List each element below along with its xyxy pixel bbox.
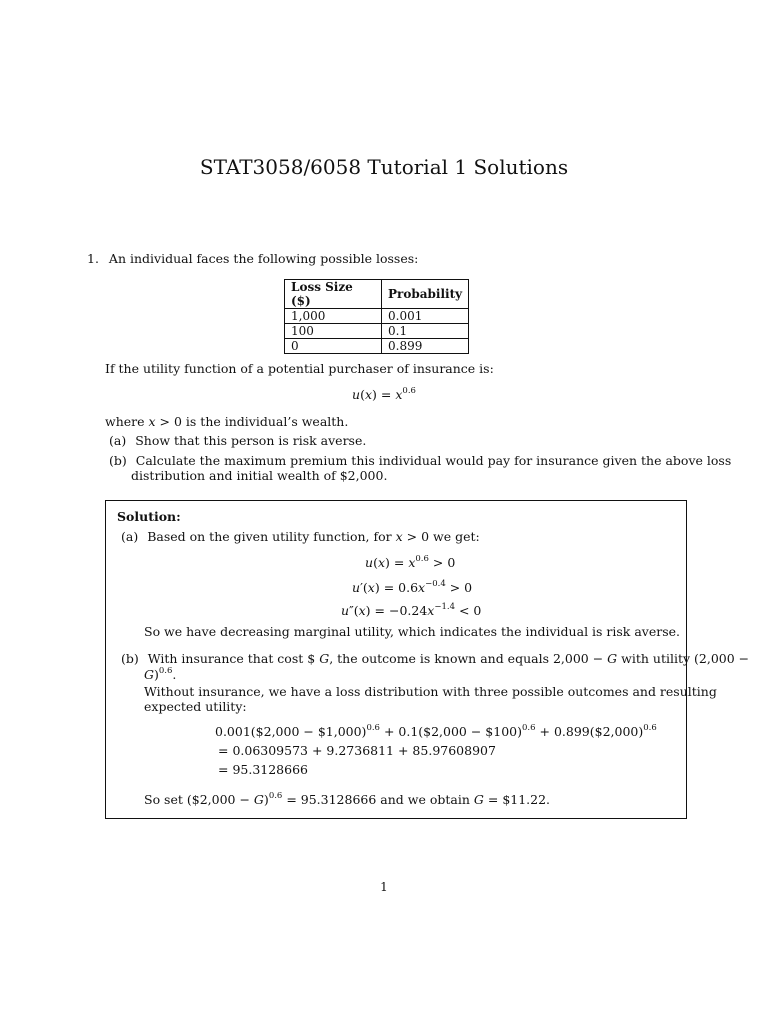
solution-b-line4: expected utility: bbox=[144, 699, 247, 714]
question-number: 1. bbox=[87, 251, 99, 266]
solution-final: So set ($2,000 − G)$^{0.6}$ = 95.3128666 and we obtain G = $11.22. bbox=[144, 791, 551, 807]
loss-size-cell: 100 bbox=[285, 324, 382, 339]
question-intro-text: An individual faces the following possible losses: bbox=[108, 251, 419, 266]
solution-a-conclusion: So we have decreasing marginal utility, which indicates the individual is risk averse. bbox=[144, 624, 681, 639]
part-b-label: (b) bbox=[109, 453, 127, 468]
wealth-note-text: is the individual’s wealth. bbox=[185, 414, 349, 429]
solution-b-text-c: with utility bbox=[621, 651, 691, 666]
loss-size-cell: 0 bbox=[285, 339, 382, 354]
expected-utility-eq-line1: 0.001($2,000 − $1,000)$^{0.6}$ + 0.1($2,000 − $100)$^{0.6}$ + 0.899($2,000)$^{0.6}$ bbox=[215, 723, 657, 739]
loss-table bbox=[284, 279, 469, 354]
probability-cell: 0.1 bbox=[382, 324, 469, 339]
solution-b-label: (b) bbox=[121, 651, 139, 666]
utility-intro: If the utility function of a potential purchaser of insurance is: bbox=[105, 361, 494, 376]
equation-u-prime: $u'(x) = 0.6x^{-0.4} > 0$ bbox=[352, 579, 473, 595]
table-row bbox=[285, 309, 469, 324]
expected-utility-eq-line2: = 0.06309573 + 9.2736811 + 85.97608907 bbox=[218, 743, 496, 758]
solution-a-intro-text: Based on the given utility function, for bbox=[147, 529, 392, 544]
solution-final-a: So set bbox=[144, 792, 183, 807]
page-title: STAT3058/6058 Tutorial 1 Solutions bbox=[199, 155, 569, 179]
solution-final-b: = 95.3128666 and we obtain bbox=[286, 792, 470, 807]
question-intro bbox=[87, 251, 418, 266]
loss-size-cell: 1,000 bbox=[285, 309, 382, 324]
probability-cell: 0.899 bbox=[382, 339, 469, 354]
part-a bbox=[109, 433, 366, 448]
probability-cell: 0.001 bbox=[382, 309, 469, 324]
part-b-text-line1: Calculate the maximum premium this individual would pay for insurance given the above loss bbox=[135, 453, 732, 468]
loss-table-header bbox=[285, 280, 469, 309]
equation-u-double-prime: $u''(x) = -0.24x^{-1.4} < 0$ bbox=[341, 602, 482, 618]
table-row bbox=[285, 324, 469, 339]
page-number: 1 bbox=[380, 880, 388, 894]
solution-a-intro-end: we get: bbox=[433, 529, 480, 544]
solution-a-label: (a) bbox=[121, 529, 139, 544]
expected-utility-eq-line3: = 95.3128666 bbox=[218, 762, 308, 777]
solution-heading: Solution: bbox=[117, 509, 181, 524]
part-b-text-line2: distribution and initial wealth of $2,000. bbox=[131, 468, 388, 483]
solution-b-text-a: With insurance that cost $ bbox=[147, 651, 316, 666]
part-a-text: Show that this person is risk averse. bbox=[135, 433, 367, 448]
table-row bbox=[285, 339, 469, 354]
wealth-note: where x > 0 is the individual’s wealth. bbox=[105, 414, 349, 429]
solution-b-line2: G)$^{0.6}$. bbox=[144, 666, 177, 682]
part-b bbox=[109, 453, 731, 468]
loss-size-header: Loss Size ($) bbox=[285, 280, 382, 309]
solution-a-intro: (a) Based on the given utility function, for x > 0 we get: bbox=[121, 529, 480, 544]
probability-header: Probability bbox=[382, 280, 469, 309]
equation-u: $u(x) = x^{0.6} > 0$ bbox=[365, 554, 456, 570]
solution-final-value: = $11.22. bbox=[487, 792, 551, 807]
solution-b-text-b: , the outcome is known and equals bbox=[329, 651, 549, 666]
solution-b-line1: (b) With insurance that cost $ G, the outcome is known and equals 2,000 − G with utility (2,000 − bbox=[121, 651, 750, 666]
utility-equation: $u(x) = x^{0.6}$ bbox=[352, 386, 416, 402]
part-a-label: (a) bbox=[109, 433, 127, 448]
solution-b-line3: Without insurance, we have a loss distribution with three possible outcomes and resulting bbox=[144, 684, 717, 699]
